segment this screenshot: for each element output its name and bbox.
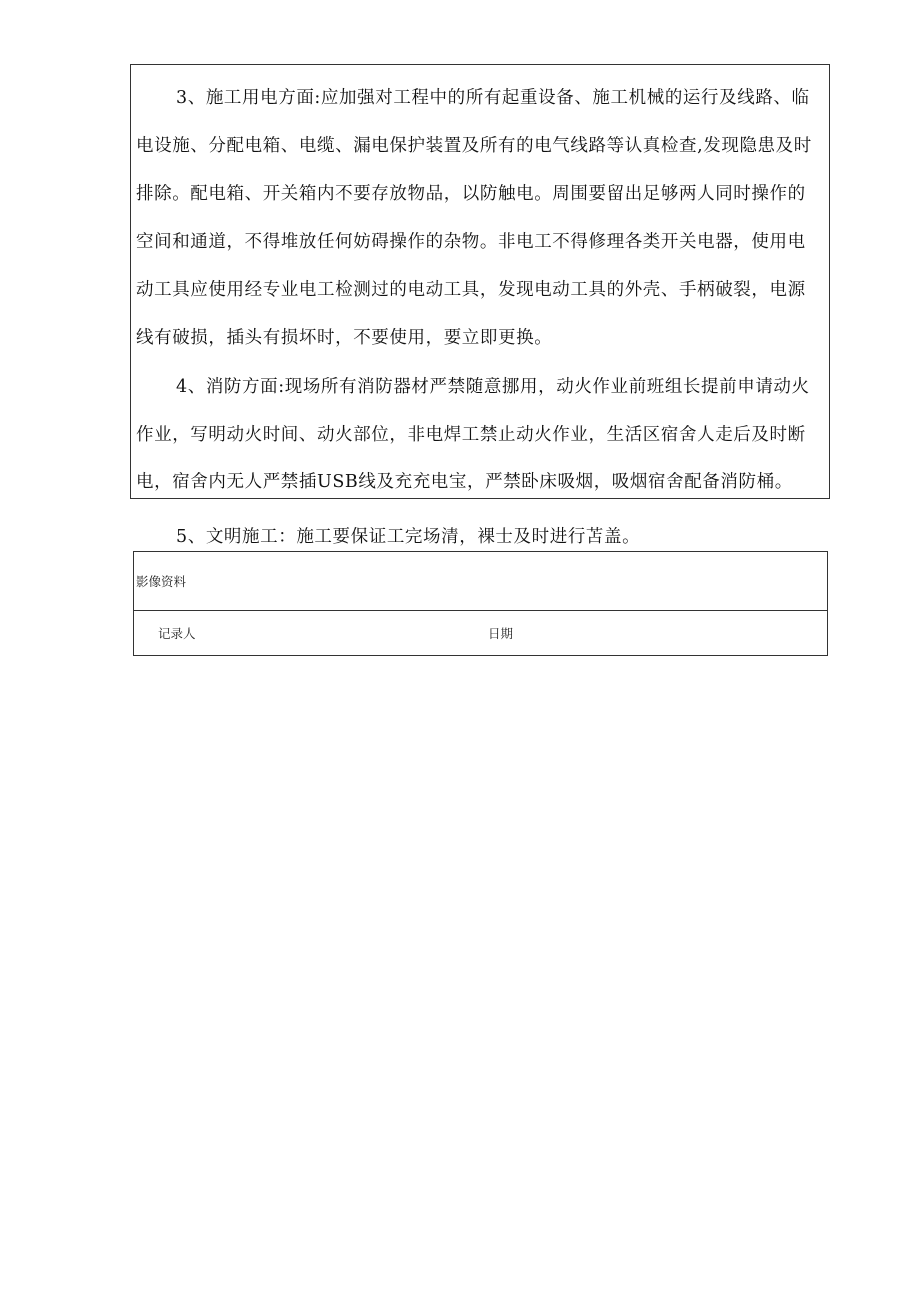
section-4-line: 电，宿舍内无人严禁插USB线及充充电宝，严禁卧床吸烟，吸烟宿舍配备消防桶。 — [136, 472, 793, 492]
section-3-line: 动工具应使用经专业电工检测过的电动工具，发现电动工具的外壳、手柄破裂，电源 — [136, 280, 806, 300]
section-3-line: 电设施、分配电箱、电缆、漏电保护装置及所有的电气线路等认真检查,发现隐患及时 — [136, 136, 812, 156]
recorder-label: 记录人 — [158, 626, 196, 641]
section-3-line: 空间和通道，不得堆放任何妨碍操作的杂物。非电工不得修理各类开关电器，使用电 — [136, 232, 806, 252]
table-divider — [134, 610, 827, 611]
section-5-civilized-construction: 5、文明施工：施工要保证工完场清，裸士及时进行苫盖。 — [176, 527, 641, 547]
section-4-line: 4、消防方面:现场所有消防器材严禁随意挪用，动火作业前班组长提前申请动火 — [176, 377, 810, 397]
image-materials-label: 影像资料 — [136, 574, 187, 589]
content-box — [130, 64, 830, 499]
section-3-line: 线有破损，插头有损坏时，不要使用，要立即更换。 — [136, 328, 553, 348]
date-label: 日期 — [488, 626, 514, 641]
section-3-line: 排除。配电箱、开关箱内不要存放物品，以防触电。周围要留出足够两人同时操作的 — [136, 184, 806, 204]
section-3-line: 3、施工用电方面:应加强对工程中的所有起重设备、施工机械的运行及线路、临 — [176, 88, 810, 108]
section-4-line: 作业，写明动火时间、动火部位，非电焊工禁止动火作业，生活区宿舍人走后及时断 — [136, 425, 806, 445]
record-table — [133, 551, 828, 656]
